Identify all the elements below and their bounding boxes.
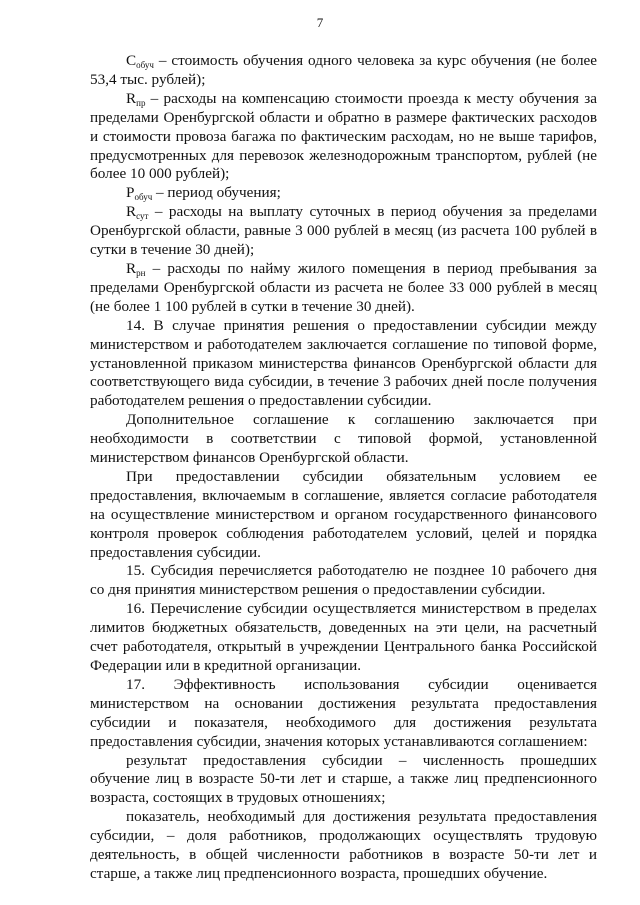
definition-text: – период обучения;: [152, 184, 281, 202]
symbol-subscript: рн: [136, 267, 146, 278]
definition-text: – расходы по найму жилого помещения в период пребывания за пределами Оренбургской области из расчета не более 33 000 рублей в месяц (не более 1 100 рублей в сутки в течение 30 дней).: [90, 259, 597, 315]
symbol: C: [126, 52, 137, 69]
definition-item: [90, 52, 597, 90]
paragraph-16: 16. Перечисление субсидии осуществляется министерством в пределах лимитов бюджетных обязательств, доведенных на эти цели, на расчетный счет работодателя, открытый в учреждении Центрального банка Российской Федерации или в кредитной организации.: [90, 600, 597, 674]
paragraph-14: 14. В случае принятия решения о предоставлении субсидии между министерством и работодателем заключается соглашение по типовой форме, установленной приказом министерства финансов Оренбургской области для соответствующего вида субсидии, в течение 3 рабочих дней после получения работодателем решения о предоставлении субсидии.: [90, 316, 597, 410]
definition-item: [90, 260, 597, 317]
page-number: 7: [316, 15, 324, 30]
document-body: [90, 52, 597, 884]
definition-item: [90, 203, 597, 260]
definition-text: – расходы на компенсацию стоимости проезда к месту обучения за пределами Оренбургской области и обратно в размере фактических расходов и стоимости провоза багажа по фактическим расходам, но не выше тарифов, предусмотренных для перевозок железнодорожным транспортом, рублей (не более 10 000 рублей);: [90, 89, 597, 183]
symbol: R: [126, 89, 137, 107]
symbol-subscript: пр: [136, 97, 146, 108]
symbol-subscript: сут: [136, 211, 149, 222]
definition-item: [90, 184, 597, 203]
definition-item: [90, 90, 597, 185]
paragraph-additional-agreement: Дополнительное соглашение к соглашению заключается при необходимости в соответствии с типовой формой, установленной министерством финансов Оренбургской области.: [90, 411, 597, 467]
symbol-subscript: обуч: [134, 192, 153, 203]
symbol-subscript: обуч: [136, 60, 154, 70]
paragraph-result: результат предоставления субсидии – численность прошедших обучение лиц в возрасте 50-ти лет и старше, а также лиц предпенсионного возраста, состоящих в трудовых отношениях;: [90, 751, 597, 807]
definition-text: – стоимость обучения одного человека за курс обучения (не более 53,4 тыс. рублей);: [90, 52, 597, 88]
symbol: R: [126, 259, 137, 277]
paragraph-indicator: показатель, необходимый для достижения результата предоставления субсидии, – доля работников, продолжающих осуществлять трудовую деятельность, в общей численности работников в возрасте 50-ти лет и старше, а также лиц предпенсионного возраста, прошедших обучение.: [90, 808, 597, 882]
paragraph-condition: При предоставлении субсидии обязательным условием ее предоставления, включаемым в соглашение, является согласие работодателя на осуществление министерством и органом государственного финансового контроля проверок соблюдения работодателем условий, целей и порядка предоставления субсидии.: [90, 467, 597, 561]
paragraph-17: 17. Эффективность использования субсидии оценивается министерством на основании достижения результата предоставления субсидии и показателя, необходимого для достижения результата предоставления субсидии, значения которых устанавливаются соглашением:: [90, 675, 597, 750]
definition-text: – расходы на выплату суточных в период обучения за пределами Оренбургской области, равные 3 000 рублей в месяц (из расчета 100 рублей в сутки в течение 30 дней);: [90, 203, 597, 259]
symbol: R: [126, 203, 137, 221]
symbol: P: [126, 184, 135, 202]
paragraph-15: 15. Субсидия перечисляется работодателю не позднее 10 рабочего дня со дня принятия министерством решения о предоставлении субсидии.: [90, 562, 597, 599]
